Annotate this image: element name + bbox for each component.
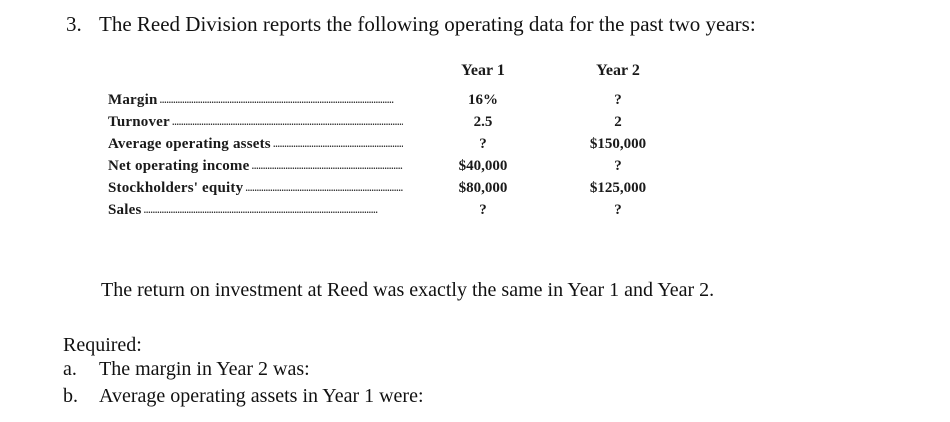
required-item-a-letter: a. (63, 358, 77, 380)
margin-year-1: 16% (468, 92, 498, 108)
table-row-margin (108, 92, 668, 114)
table-row-average-operating-assets (108, 136, 668, 158)
sales-year-2: ? (614, 202, 622, 218)
turnover-year-2: 2 (614, 114, 622, 130)
row-label-average-operating-assets: Average operating assets ..... (108, 136, 403, 153)
required-item-a-text: The margin in Year 2 was: (99, 358, 310, 380)
header-year-2: Year 2 (596, 62, 640, 79)
operating-data-table (108, 62, 668, 224)
header-year-1: Year 1 (461, 62, 505, 79)
stockholders-equity-year-2: $125,000 (589, 180, 647, 196)
row-label-net-operating-income: Net operating income ..... (108, 158, 403, 175)
row-label-stockholders-equity: Stockholders' equity ..... (108, 180, 403, 197)
required-item-b (63, 385, 424, 408)
table-header-row (108, 62, 668, 92)
net-operating-income-year-1: $40,000 (458, 158, 508, 174)
required-item-a (63, 358, 310, 381)
margin-year-2: ? (614, 92, 622, 108)
table-row-stockholders-equity (108, 180, 668, 202)
table-row-turnover (108, 114, 668, 136)
net-operating-income-year-2: ? (614, 158, 622, 174)
row-label-sales: Sales ..... (108, 202, 403, 219)
question-heading (66, 12, 756, 37)
table-row-net-operating-income (108, 158, 668, 180)
row-label-margin: Margin ..... (108, 92, 403, 109)
stockholders-equity-year-1: $80,000 (458, 180, 508, 196)
turnover-year-1: 2.5 (473, 114, 493, 130)
required-item-b-letter: b. (63, 385, 78, 407)
table-row-sales (108, 202, 668, 224)
sales-year-1: ? (479, 202, 487, 218)
question-number: 3. (66, 12, 82, 36)
required-heading: Required: (63, 334, 142, 356)
row-label-turnover: Turnover ..... (108, 114, 403, 131)
average-operating-assets-year-2: $150,000 (589, 136, 647, 152)
roi-statement: The return on investment at Reed was exactly the same in Year 1 and Year 2. (101, 279, 715, 301)
average-operating-assets-year-1: ? (479, 136, 487, 152)
required-item-b-text: Average operating assets in Year 1 were: (99, 385, 424, 407)
question-text: The Reed Division reports the following operating data for the past two years: (99, 12, 756, 36)
